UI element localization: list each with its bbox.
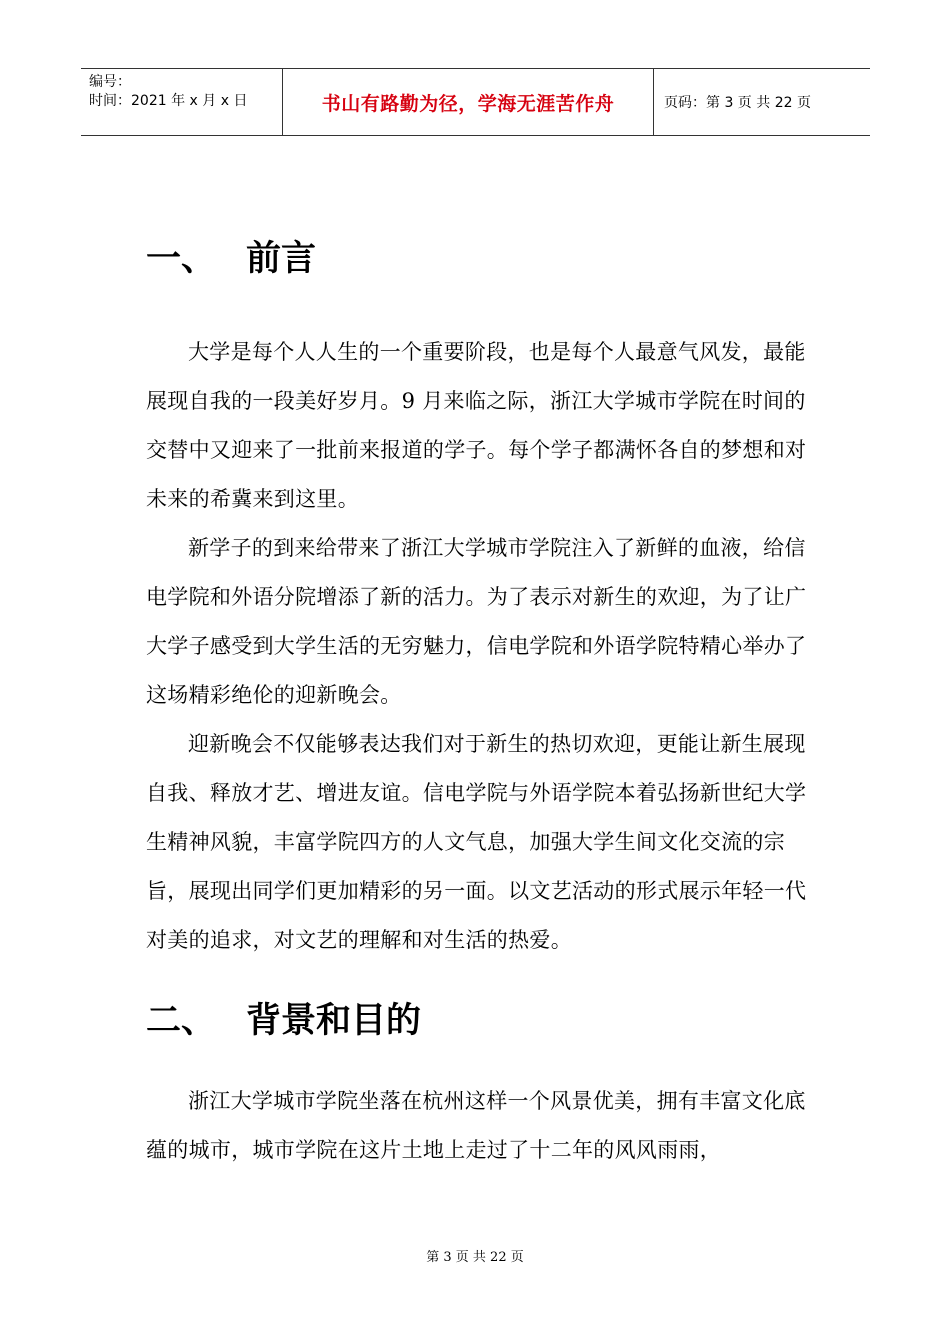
section-title: 前言	[246, 239, 317, 279]
paragraph: 新学子的到来给带来了浙江大学城市学院注入了新鲜的血液，给信电学院和外语分院增添了新的活力。为了表示对新生的欢迎，为了让广大学子感受到大学生活的无穷魅力，信电学院和外语学院特精心举办了这场精彩绝伦的迎新晚会。	[146, 536, 807, 707]
paragraph: 大学是每个人人生的一个重要阶段，也是每个人最意气风发，最能展现自我的一段美好岁月。9 月来临之际，浙江大学城市学院在时间的交替中又迎来了一批前来报道的学子。每个学子都满怀各自的梦想和对未来的希冀来到这里。	[146, 340, 807, 511]
section-title: 背景和目的	[246, 1001, 422, 1041]
paragraph: 浙江大学城市学院坐落在杭州这样一个风景优美，拥有丰富文化底蕴的城市，城市学院在这片土地上走过了十二年的风风雨雨，	[146, 1089, 806, 1162]
section-number: 一、	[146, 239, 217, 279]
page-header	[81, 68, 870, 136]
document-body	[146, 225, 812, 1175]
document-date-label: 时间：2021 年 x 月 x 日	[89, 93, 248, 109]
section-heading-preface	[146, 225, 812, 287]
section-number: 二、	[146, 1001, 217, 1041]
header-page-info: 页码：第 3 页 共 22 页	[664, 95, 811, 111]
document-number-label: 编号：	[89, 74, 131, 90]
paragraph: 迎新晚会不仅能够表达我们对于新生的热切欢迎，更能让新生展现自我、释放才艺、增进友谊。信电学院与外语学院本着弘扬新世纪大学生精神风貌，丰富学院四方的人文气息，加强大学生间文化交流的宗旨，展现出同学们更加精彩的另一面。以文艺活动的形式展示年轻一代对美的追求，对文艺的理解和对生活的热爱。	[146, 732, 807, 952]
header-meta-cell	[81, 69, 282, 135]
section-heading-background	[146, 987, 812, 1049]
page-footer: 第 3 页 共 22 页	[426, 1250, 524, 1265]
header-motto: 书山有路勤为径，学海无涯苦作舟	[282, 69, 654, 135]
